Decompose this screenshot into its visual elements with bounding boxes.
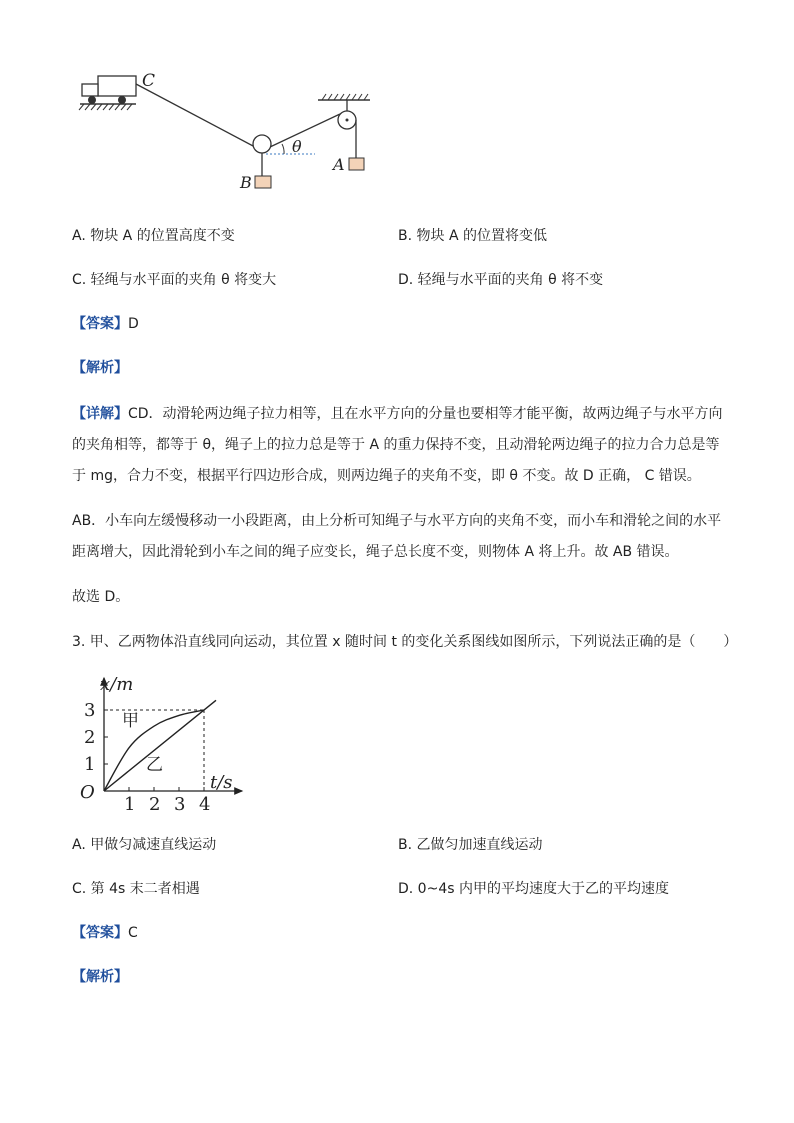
q2-answer-value: D: [128, 316, 139, 332]
q2-detail-text1: CD．动滑轮两边绳子拉力相等，且在水平方向的分量也要相等才能平衡，故两边绳子与水平方向: [128, 406, 723, 422]
block-b: [255, 176, 271, 188]
q3-option-a: A. 甲做匀减速直线运动: [72, 837, 217, 853]
q2-answer-tag: 【答案】: [72, 316, 128, 332]
q3-option-b: B. 乙做匀加速直线运动: [398, 837, 543, 853]
label-a: A: [333, 155, 345, 174]
q2-option-d: D. 轻绳与水平面的夹角 θ 将不变: [398, 272, 604, 288]
label-b: B: [240, 173, 252, 192]
movable-pulley: [253, 135, 271, 153]
y-axis-label: x/m: [100, 674, 134, 695]
q3-stem: 3. 甲、乙两物体沿直线同向运动，其位置 x 随时间 t 的变化关系图线如图所示，下列说法正确的是（ ）: [72, 634, 738, 650]
label-c: C: [142, 71, 156, 91]
q2-answer: [72, 314, 139, 334]
x-tick-label: 4: [199, 794, 211, 815]
q2-detail-tag: 【详解】: [72, 406, 128, 422]
y-tick-label: 3: [84, 700, 96, 721]
q2-ab-line2: 距离增大，因此滑轮到小车之间的绳子应变长，绳子总长度不变，则物体 A 将上升。故 AB 错误。: [72, 544, 679, 560]
q3-answer: [72, 923, 138, 943]
x-tick-label: 2: [149, 794, 161, 815]
q2-analysis-tag: 【解析】: [72, 360, 128, 376]
q2-detail-line2: 的夹角相等，都等于 θ，绳子上的拉力总是等于 A 的重力保持不变，且动滑轮两边绳子的拉力合力总是等: [72, 437, 720, 453]
x-tick-label: 1: [124, 794, 136, 815]
x-tick-label: 3: [174, 794, 186, 815]
origin-label: O: [80, 782, 95, 803]
q3-analysis-tag: 【解析】: [72, 969, 128, 985]
q3-option-c: C. 第 4s 末二者相遇: [72, 881, 200, 897]
q2-choose: 故选 D。: [72, 589, 130, 605]
q2-detail-line1: [72, 404, 723, 424]
y-tick-label: 1: [84, 754, 96, 775]
x-axis-label: t/s: [210, 772, 233, 793]
cart: [98, 76, 136, 96]
series-line-yi: [104, 700, 216, 791]
position-time-chart: [70, 670, 270, 820]
q2-option-c: C. 轻绳与水平面的夹角 θ 将变大: [72, 272, 277, 288]
y-tick-label: 2: [84, 727, 96, 748]
q3-option-d: D. 0~4s 内甲的平均速度大于乙的平均速度: [398, 881, 669, 897]
q2-detail-line3: 于 mg，合力不变，根据平行四边形合成，则两边绳子的夹角不变，即 θ 不变。故 D 正确， C 错误。: [72, 468, 701, 484]
series-label-jia: 甲: [122, 711, 139, 731]
q3-answer-value: C: [128, 925, 138, 941]
series-label-yi: 乙: [146, 755, 163, 775]
pulley-system-figure: [70, 60, 390, 200]
q2-option-a: A. 物块 A 的位置高度不变: [72, 228, 235, 244]
label-theta: θ: [292, 137, 302, 156]
block-a: [349, 158, 364, 170]
q2-ab-line1: AB．小车向左缓慢移动一小段距离，由上分析可知绳子与水平方向的夹角不变，而小车和滑轮之间的水平: [72, 513, 722, 529]
q3-answer-tag: 【答案】: [72, 925, 128, 941]
q2-option-b: B. 物块 A 的位置将变低: [398, 228, 547, 244]
